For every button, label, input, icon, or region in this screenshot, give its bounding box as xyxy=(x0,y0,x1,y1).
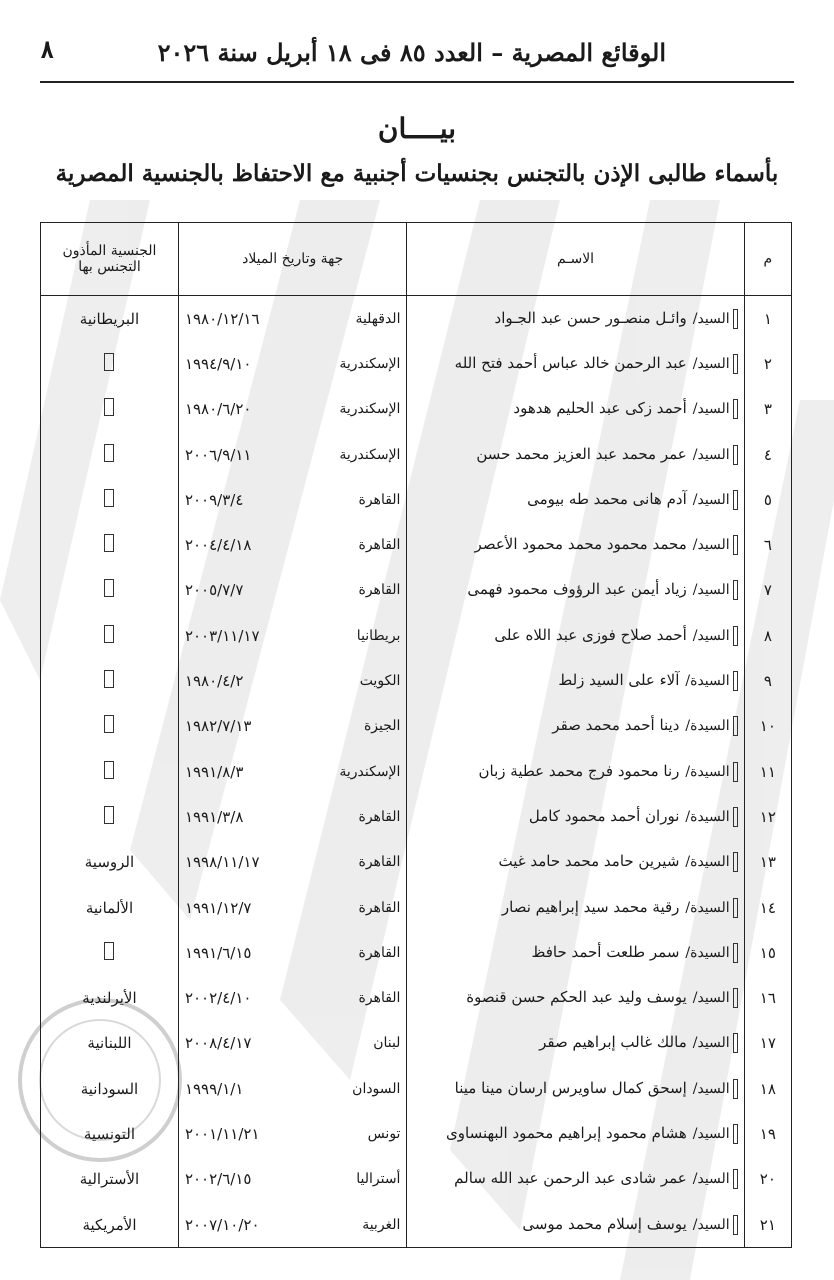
row-number: ٨ xyxy=(744,613,791,658)
honorific: السيد/ xyxy=(692,990,730,1007)
person-name: أحمد زكى عبد الحليم هدهود xyxy=(513,399,687,418)
birth-date: ٢٠٠٩/٣/٤ xyxy=(184,490,244,509)
birth-date: ١٩٩٨/١١/١٧ xyxy=(184,853,260,872)
table-row xyxy=(41,1111,792,1156)
nationality-cell xyxy=(41,704,179,749)
header-rule xyxy=(40,81,794,83)
page-header xyxy=(40,28,794,80)
person-name: مالك غالب إبراهيم صقر xyxy=(539,1033,687,1052)
nationality-cell xyxy=(41,568,179,613)
honorific: السيد/ xyxy=(692,1216,730,1233)
nationality: الأسترالية xyxy=(79,1170,140,1189)
nationality-cell xyxy=(41,1157,179,1202)
margin-mark xyxy=(733,1033,738,1053)
nationality-cell xyxy=(41,794,179,839)
birth-cell xyxy=(178,613,407,658)
name-cell xyxy=(407,1021,744,1066)
birth-place: القاهرة xyxy=(358,944,401,961)
gazette-title: الوقائع المصرية – العدد ٨٥ فى ١٨ أبريل سنة ٢٠٢٦ xyxy=(157,38,666,67)
nationality-cell xyxy=(41,387,179,432)
birth-date: ٢٠٠١/١١/٢١ xyxy=(184,1124,260,1143)
honorific: السيد/ xyxy=(692,1125,730,1142)
margin-mark xyxy=(733,1215,738,1235)
table-row xyxy=(41,1021,792,1066)
row-number: ١١ xyxy=(744,749,791,794)
applicants-table xyxy=(40,222,792,1248)
birth-date: ١٩٨٠/١٢/١٦ xyxy=(184,309,260,328)
name-cell xyxy=(407,930,744,975)
row-number: ١٤ xyxy=(744,885,791,930)
margin-mark xyxy=(733,1124,738,1144)
name-cell xyxy=(407,432,744,477)
margin-mark xyxy=(733,943,738,963)
nationality: الأيرلندية xyxy=(82,989,137,1008)
birth-place: الدقهلية xyxy=(355,310,401,327)
birth-place: الكويت xyxy=(359,673,401,690)
table-row xyxy=(41,568,792,613)
birth-place: تونس xyxy=(367,1125,401,1142)
ditto-mark xyxy=(104,670,114,688)
birth-cell xyxy=(178,885,407,930)
name-cell xyxy=(407,477,744,522)
person-name: هشام محمود إبراهيم محمود البهنساوى xyxy=(446,1123,687,1142)
table-row xyxy=(41,794,792,839)
table-row xyxy=(41,975,792,1020)
honorific: السيد/ xyxy=(692,446,730,463)
honorific: السيدة/ xyxy=(685,718,730,735)
margin-mark xyxy=(733,626,738,646)
birth-place: الغربية xyxy=(362,1216,401,1233)
nationality-cell xyxy=(41,341,179,386)
ditto-mark xyxy=(104,353,114,371)
birth-cell xyxy=(178,1021,407,1066)
birth-date: ٢٠٠٢/٦/١٥ xyxy=(184,1170,252,1189)
person-name: عمر شادى عبد الرحمن عبد الله سالم xyxy=(454,1169,687,1188)
birth-cell xyxy=(178,840,407,885)
birth-place: لبنان xyxy=(373,1035,401,1052)
name-cell xyxy=(407,1202,744,1248)
person-name: آلاء على السيد زلط xyxy=(558,671,680,690)
honorific: السيد/ xyxy=(692,1080,730,1097)
margin-mark xyxy=(733,354,738,374)
margin-mark xyxy=(733,1169,738,1189)
nationality-cell xyxy=(41,613,179,658)
birth-date: ١٩٩١/٣/٨ xyxy=(184,807,244,826)
nationality-cell xyxy=(41,1021,179,1066)
name-cell xyxy=(407,975,744,1020)
table-row xyxy=(41,477,792,522)
page-number: ٨ xyxy=(40,36,55,64)
row-number: ١٦ xyxy=(744,975,791,1020)
ditto-mark xyxy=(104,444,114,462)
honorific: السيد/ xyxy=(692,401,730,418)
birth-cell xyxy=(178,477,407,522)
honorific: السيدة/ xyxy=(685,763,730,780)
table-row xyxy=(41,658,792,703)
name-cell xyxy=(407,522,744,567)
row-number: ٢ xyxy=(744,341,791,386)
name-cell xyxy=(407,658,744,703)
margin-mark xyxy=(733,399,738,419)
ditto-mark xyxy=(104,489,114,507)
nationality-cell xyxy=(41,1202,179,1248)
header-nationality: الجنسية المأذون التجنس بها xyxy=(41,223,179,296)
name-cell xyxy=(407,840,744,885)
honorific: السيد/ xyxy=(692,627,730,644)
nationality-cell xyxy=(41,296,179,342)
birth-date: ٢٠٠٥/٧/٧ xyxy=(184,581,244,600)
birth-place: الإسكندرية xyxy=(339,763,401,780)
table-row xyxy=(41,387,792,432)
person-name: وائـل منصـور حسن عبد الجـواد xyxy=(494,308,687,327)
birth-date: ٢٠٠٧/١٠/٢٠ xyxy=(184,1215,260,1234)
honorific: السيدة/ xyxy=(685,944,730,961)
nationality-cell xyxy=(41,749,179,794)
person-name: عمر محمد عبد العزيز محمد حسن xyxy=(476,444,687,463)
birth-cell xyxy=(178,1202,407,1248)
row-number: ١٣ xyxy=(744,840,791,885)
honorific: السيد/ xyxy=(692,1035,730,1052)
nationality: البريطانية xyxy=(79,309,140,328)
name-cell xyxy=(407,1066,744,1111)
birth-place: بريطانيا xyxy=(356,627,401,644)
ditto-mark xyxy=(104,761,114,779)
table-row xyxy=(41,341,792,386)
name-cell xyxy=(407,885,744,930)
name-cell xyxy=(407,1111,744,1156)
birth-date: ١٩٩٤/٩/١٠ xyxy=(184,354,252,373)
row-number: ٧ xyxy=(744,568,791,613)
row-number: ٥ xyxy=(744,477,791,522)
person-name: زياد أيمن عبد الرؤوف محمود فهمى xyxy=(467,580,687,599)
header-name: الاسـم xyxy=(407,223,744,296)
person-name: رنا محمود فرج محمد عطية زبان xyxy=(478,761,680,780)
ditto-mark xyxy=(104,942,114,960)
row-number: ٢٠ xyxy=(744,1157,791,1202)
person-name: نوران أحمد محمود كامل xyxy=(528,806,680,825)
honorific: السيد/ xyxy=(692,537,730,554)
honorific: السيدة/ xyxy=(685,854,730,871)
margin-mark xyxy=(733,535,738,555)
margin-mark xyxy=(733,490,738,510)
birth-cell xyxy=(178,930,407,975)
birth-date: ١٩٩١/٦/١٥ xyxy=(184,943,252,962)
birth-date: ١٩٩٩/١/١ xyxy=(184,1079,244,1098)
nationality-cell xyxy=(41,477,179,522)
margin-mark xyxy=(733,898,738,918)
birth-cell xyxy=(178,704,407,749)
honorific: السيد/ xyxy=(692,1171,730,1188)
birth-cell xyxy=(178,975,407,1020)
table-row xyxy=(41,930,792,975)
birth-place: السودان xyxy=(352,1080,401,1097)
statement-subheading: بأسماء طالبى الإذن بالتجنس بجنسيات أجنبية مع الاحتفاظ بالجنسية المصرية xyxy=(55,160,779,187)
person-name: أحمد صلاح فوزى عبد اللاه على xyxy=(494,625,687,644)
birth-cell xyxy=(178,658,407,703)
nationality: التونسية xyxy=(83,1124,136,1143)
birth-place: الإسكندرية xyxy=(339,446,401,463)
honorific: السيد/ xyxy=(692,491,730,508)
birth-place: القاهرة xyxy=(358,899,401,916)
birth-place: القاهرة xyxy=(358,854,401,871)
birth-cell xyxy=(178,794,407,839)
row-number: ٦ xyxy=(744,522,791,567)
row-number: ١٨ xyxy=(744,1066,791,1111)
statement-heading: بيــــان xyxy=(377,112,457,145)
birth-cell xyxy=(178,522,407,567)
birth-cell xyxy=(178,296,407,342)
birth-date: ١٩٩١/٨/٣ xyxy=(184,762,244,781)
table-header-row xyxy=(41,223,792,296)
nationality-cell xyxy=(41,930,179,975)
honorific: السيد/ xyxy=(692,582,730,599)
birth-place: القاهرة xyxy=(358,537,401,554)
row-number: ١ xyxy=(744,296,791,342)
table-row xyxy=(41,522,792,567)
margin-mark xyxy=(733,988,738,1008)
birth-cell xyxy=(178,749,407,794)
nationality: السودانية xyxy=(80,1079,139,1098)
row-number: ١٩ xyxy=(744,1111,791,1156)
table-row xyxy=(41,885,792,930)
margin-mark xyxy=(733,580,738,600)
ditto-mark xyxy=(104,534,114,552)
birth-cell xyxy=(178,432,407,477)
nationality-cell xyxy=(41,522,179,567)
birth-date: ١٩٨٠/٦/٢٠ xyxy=(184,400,252,419)
margin-mark xyxy=(733,762,738,782)
nationality-cell xyxy=(41,885,179,930)
person-name: عبد الرحمن خالد عباس أحمد فتح الله xyxy=(454,353,687,372)
birth-cell xyxy=(178,1111,407,1156)
table-row xyxy=(41,704,792,749)
name-cell xyxy=(407,387,744,432)
ditto-mark xyxy=(104,579,114,597)
row-number: ٢١ xyxy=(744,1202,791,1248)
name-cell xyxy=(407,613,744,658)
row-number: ١٢ xyxy=(744,794,791,839)
row-number: ١٠ xyxy=(744,704,791,749)
birth-place: القاهرة xyxy=(358,990,401,1007)
name-cell xyxy=(407,296,744,342)
birth-date: ٢٠٠٣/١١/١٧ xyxy=(184,626,260,645)
table-row xyxy=(41,840,792,885)
birth-place: القاهرة xyxy=(358,582,401,599)
birth-date: ٢٠٠٦/٩/١١ xyxy=(184,445,252,464)
nationality-cell xyxy=(41,658,179,703)
name-cell xyxy=(407,704,744,749)
row-number: ١٥ xyxy=(744,930,791,975)
margin-mark xyxy=(733,716,738,736)
ditto-mark xyxy=(104,398,114,416)
honorific: السيد/ xyxy=(692,355,730,372)
name-cell xyxy=(407,794,744,839)
nationality-cell xyxy=(41,840,179,885)
person-name: يوسف إسلام محمد موسى xyxy=(522,1214,687,1233)
birth-date: ١٩٨٠/٤/٢ xyxy=(184,672,244,691)
row-number: ٩ xyxy=(744,658,791,703)
margin-mark xyxy=(733,445,738,465)
ditto-mark xyxy=(104,625,114,643)
nationality: الأمريكية xyxy=(82,1215,137,1234)
person-name: شيرين حامد محمد حامد غيث xyxy=(498,852,680,871)
nationality-cell xyxy=(41,975,179,1020)
birth-date: ٢٠٠٢/٤/١٠ xyxy=(184,989,252,1008)
margin-mark xyxy=(733,807,738,827)
person-name: رقية محمد سيد إبراهيم نصار xyxy=(501,897,680,916)
table-row xyxy=(41,432,792,477)
birth-place: الإسكندرية xyxy=(339,401,401,418)
honorific: السيدة/ xyxy=(685,808,730,825)
header-birth: جهة وتاريخ الميلاد xyxy=(178,223,407,296)
table-row xyxy=(41,749,792,794)
name-cell xyxy=(407,341,744,386)
birth-cell xyxy=(178,387,407,432)
table-row xyxy=(41,613,792,658)
margin-mark xyxy=(733,671,738,691)
birth-cell xyxy=(178,341,407,386)
honorific: السيدة/ xyxy=(685,673,730,690)
person-name: دينا أحمد محمد صقر xyxy=(552,716,680,735)
table-row xyxy=(41,1157,792,1202)
person-name: يوسف وليد عبد الحكم حسن قنصوة xyxy=(466,988,687,1007)
birth-place: القاهرة xyxy=(358,808,401,825)
nationality-cell xyxy=(41,432,179,477)
name-cell xyxy=(407,749,744,794)
honorific: السيد/ xyxy=(692,310,730,327)
row-number: ١٧ xyxy=(744,1021,791,1066)
birth-place: الجيزة xyxy=(363,718,401,735)
person-name: آدم هانى محمد طه بيومى xyxy=(527,489,687,508)
margin-mark xyxy=(733,1079,738,1099)
name-cell xyxy=(407,568,744,613)
birth-date: ١٩٩١/١٢/٧ xyxy=(184,898,252,917)
margin-mark xyxy=(733,852,738,872)
honorific: السيدة/ xyxy=(685,899,730,916)
nationality-cell xyxy=(41,1111,179,1156)
nationality-cell xyxy=(41,1066,179,1111)
birth-place: أستراليا xyxy=(356,1171,401,1188)
nationality: الألمانية xyxy=(85,898,134,917)
table-row xyxy=(41,1202,792,1248)
birth-date: ٢٠٠٨/٤/١٧ xyxy=(184,1034,252,1053)
nationality: اللبنانية xyxy=(87,1034,132,1053)
nationality: الروسية xyxy=(84,853,135,872)
person-name: محمد محمود محمد محمود الأعصر xyxy=(474,535,687,554)
name-cell xyxy=(407,1157,744,1202)
birth-date: ٢٠٠٤/٤/١٨ xyxy=(184,536,252,555)
person-name: إسحق كمال ساويرس ارسان مينا مينا xyxy=(454,1078,687,1097)
birth-cell xyxy=(178,568,407,613)
table-row xyxy=(41,296,792,342)
row-number: ٤ xyxy=(744,432,791,477)
header-num: م xyxy=(744,223,791,296)
birth-place: الإسكندرية xyxy=(339,355,401,372)
birth-cell xyxy=(178,1157,407,1202)
person-name: سمر طلعت أحمد حافظ xyxy=(531,942,680,961)
table-row xyxy=(41,1066,792,1111)
birth-place: القاهرة xyxy=(358,491,401,508)
margin-mark xyxy=(733,309,738,329)
row-number: ٣ xyxy=(744,387,791,432)
ditto-mark xyxy=(104,715,114,733)
birth-date: ١٩٨٢/٧/١٣ xyxy=(184,717,252,736)
birth-cell xyxy=(178,1066,407,1111)
ditto-mark xyxy=(104,806,114,824)
